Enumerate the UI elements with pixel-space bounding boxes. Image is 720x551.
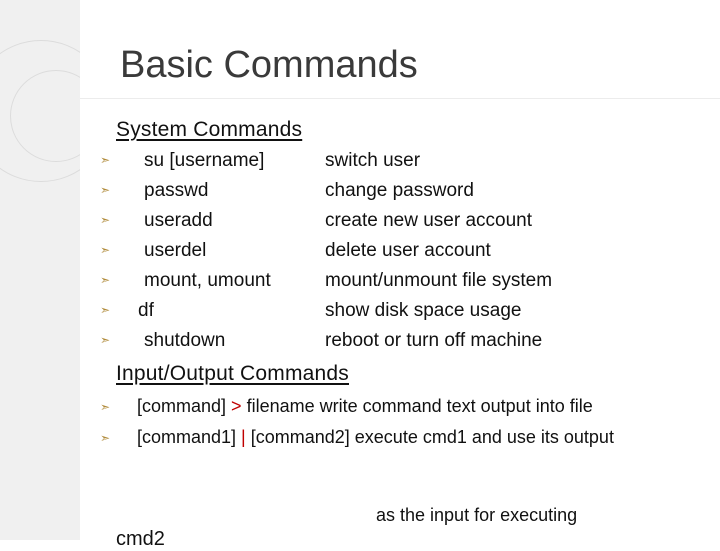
system-commands-heading: System Commands	[116, 118, 303, 141]
command-description: reboot or turn off machine	[325, 330, 543, 351]
io-command-suffix: filename write command text output into file	[241, 396, 593, 416]
bullet-icon: ➣	[100, 183, 111, 197]
command-name: userdel	[144, 240, 207, 261]
bullet-icon: ➣	[100, 213, 111, 227]
command-row	[100, 148, 700, 178]
command-name: df	[138, 300, 154, 321]
command-row	[100, 178, 700, 208]
io-command-prefix: [command1]	[137, 427, 242, 447]
bullet-icon: ➣	[100, 431, 111, 445]
io-command-suffix: [command2] execute cmd1 and use its output	[245, 427, 614, 447]
command-name: su [username]	[144, 150, 265, 171]
title-divider	[80, 98, 720, 99]
io-cutoff-text: cmd2	[116, 528, 165, 550]
command-name: passwd	[144, 180, 209, 201]
command-name: useradd	[144, 210, 213, 231]
io-command-item	[100, 395, 660, 418]
command-row	[100, 238, 700, 268]
command-row	[100, 268, 700, 298]
command-description: create new user account	[325, 210, 533, 231]
pipe-operator: |	[241, 427, 246, 447]
slide-title: Basic Commands	[120, 44, 418, 86]
io-command-prefix: [command]	[137, 396, 232, 416]
command-description: switch user	[325, 150, 421, 171]
io-commands-list	[100, 395, 660, 457]
io-command-item	[100, 426, 660, 449]
command-description: change password	[325, 180, 474, 201]
command-row	[100, 328, 700, 358]
io-commands-heading: Input/Output Commands	[116, 362, 349, 385]
bullet-icon: ➣	[100, 333, 111, 347]
command-row	[100, 208, 700, 238]
bullet-icon: ➣	[100, 153, 111, 167]
io-continuation-text: as the input for executing	[376, 505, 578, 525]
command-name: mount, umount	[144, 270, 271, 291]
system-commands-list	[100, 148, 700, 358]
bullet-icon: ➣	[100, 243, 111, 257]
command-row	[100, 298, 700, 328]
decorative-sidebar	[0, 0, 80, 540]
bullet-icon: ➣	[100, 273, 111, 287]
command-description: mount/unmount file system	[325, 270, 553, 291]
command-description: delete user account	[325, 240, 491, 261]
bullet-icon: ➣	[100, 400, 111, 414]
redirect-operator: >	[231, 396, 242, 416]
command-description: show disk space usage	[325, 300, 522, 321]
bullet-icon: ➣	[100, 303, 111, 317]
command-name: shutdown	[144, 330, 226, 351]
